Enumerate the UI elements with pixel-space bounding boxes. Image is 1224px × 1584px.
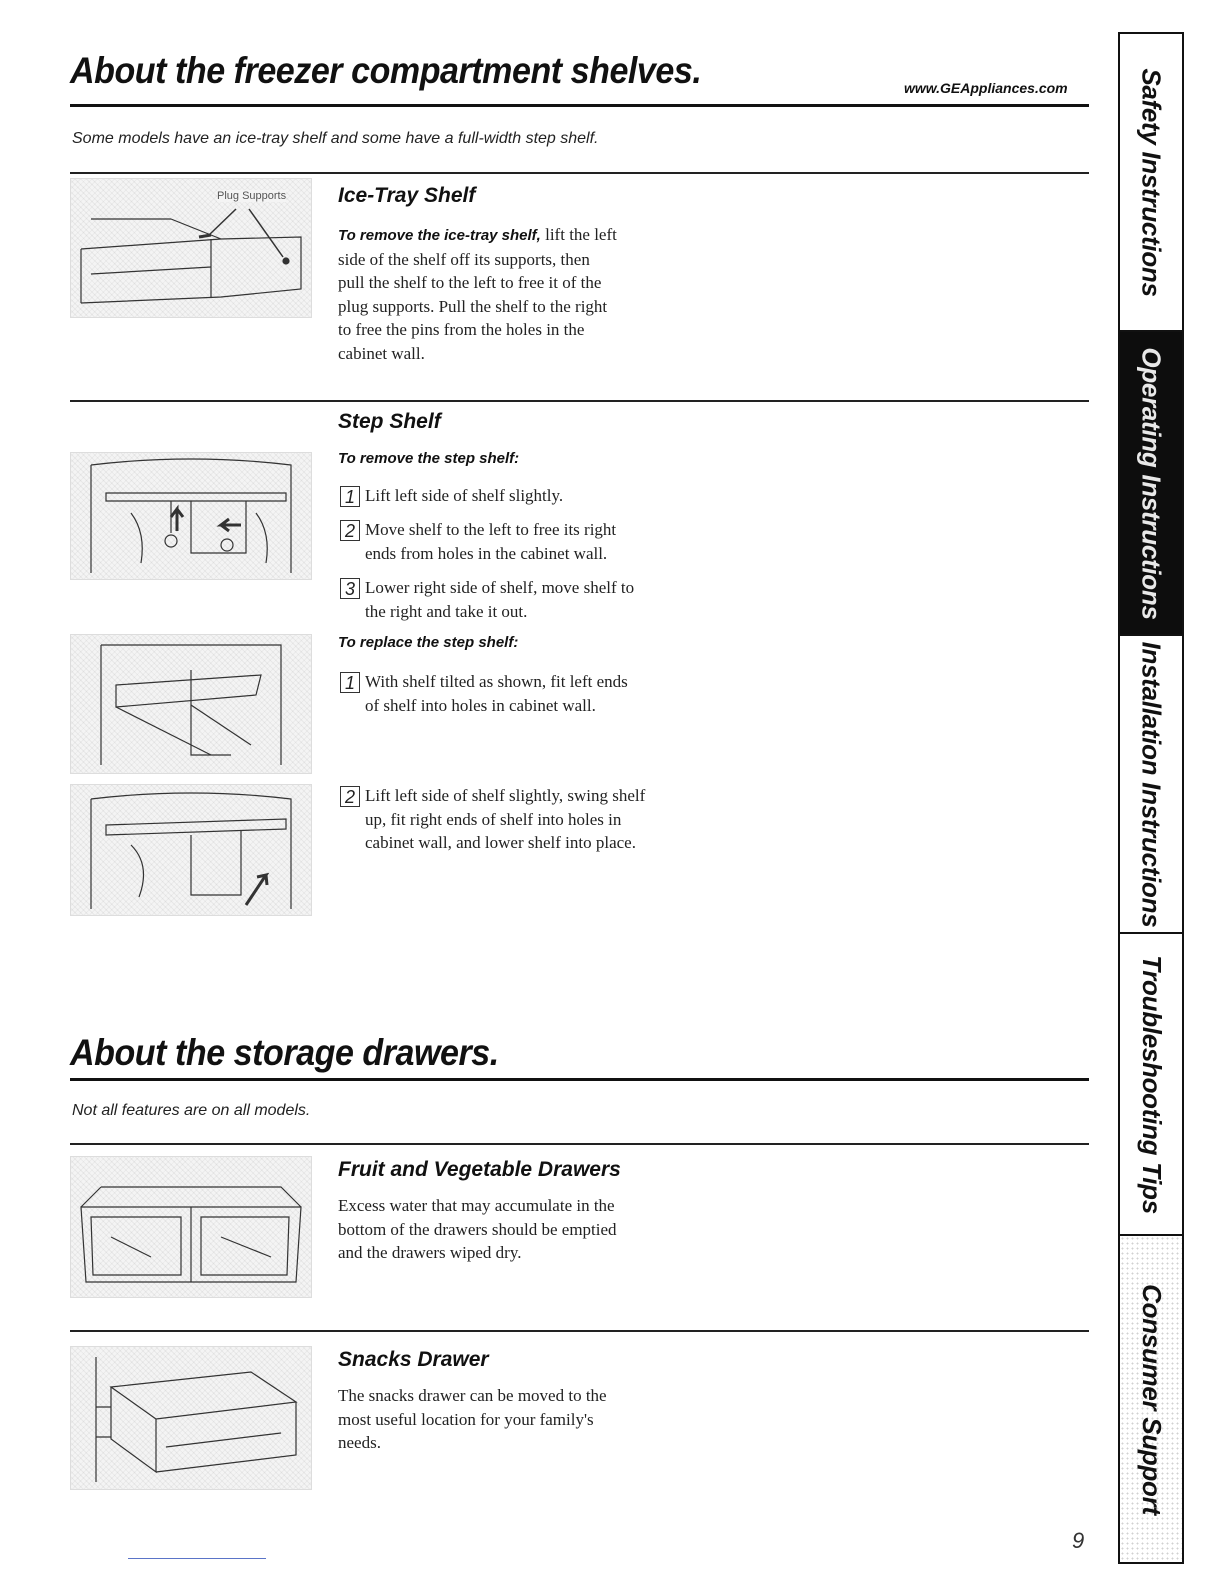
snacks-drawer-illustration — [70, 1346, 312, 1490]
replace-step-2 — [340, 784, 730, 855]
drawers-title: About the storage drawers. — [70, 1032, 499, 1073]
page-number: 9 — [1072, 1528, 1085, 1553]
remove-step-1 — [340, 484, 720, 508]
text-line: cabinet wall. — [338, 343, 425, 363]
text-line: Move shelf to the left to free its right — [365, 520, 617, 539]
drawers-intro: Not all features are on all models. — [72, 1102, 311, 1119]
text-line: most useful location for your family's — [338, 1409, 594, 1429]
plug-supports-label: Plug Supports — [217, 190, 287, 202]
snacks-drawer-text — [338, 1384, 738, 1455]
tab-label: Safety Instructions — [1136, 67, 1167, 297]
fruit-vegetable-drawers-illustration — [70, 1156, 312, 1298]
text-line: ends from holes in the cabinet wall. — [365, 543, 608, 563]
step-number: 2 — [340, 786, 360, 807]
text-line: The snacks drawer can be moved to the — [338, 1386, 607, 1405]
tab-operating-instructions[interactable] — [1120, 332, 1182, 634]
text-line: Excess water that may accumulate in the — [338, 1196, 615, 1215]
text-line: the right and take it out. — [365, 601, 528, 621]
text-line: cabinet wall, and lower shelf into place. — [365, 833, 636, 852]
ice-tray-shelf-heading: Ice-Tray Shelf — [338, 184, 476, 207]
text-line: of shelf into holes in cabinet wall. — [365, 695, 596, 715]
text-line: Lower right side of shelf, move shelf to — [365, 578, 635, 597]
tab-label: Consumer Support — [1136, 1283, 1167, 1515]
ice-tray-lead: To remove the ice-tray shelf, — [338, 227, 541, 244]
title-rule — [70, 104, 1089, 107]
step-number: 1 — [340, 672, 360, 693]
replace-step-1 — [340, 670, 720, 717]
footer-line — [128, 1558, 266, 1559]
replace-step-shelf-tilted-illustration — [70, 634, 312, 774]
snacks-drawer-heading: Snacks Drawer — [338, 1348, 489, 1371]
text-line: Lift left side of shelf slightly. — [365, 486, 564, 505]
step-shelf-heading: Step Shelf — [338, 410, 441, 433]
text-line: up, fit right ends of shelf into holes in — [365, 809, 622, 829]
fruit-vegetable-drawers-heading: Fruit and Vegetable Drawers — [338, 1158, 621, 1181]
remove-step-2 — [340, 518, 720, 565]
fruit-vegetable-drawers-text — [338, 1194, 738, 1265]
page-title: About the freezer compartment shelves. — [70, 50, 702, 91]
replace-step-shelf-heading: To replace the step shelf: — [338, 634, 519, 651]
remove-step-3 — [340, 576, 720, 623]
text-line: needs. — [338, 1433, 381, 1452]
remove-step-shelf-illustration — [70, 452, 312, 580]
step-number: 3 — [340, 578, 360, 599]
text-line: side of the shelf off its supports, then — [338, 249, 590, 269]
text-line: plug supports. Pull the shelf to the right — [338, 296, 608, 316]
tab-consumer-support[interactable] — [1120, 1236, 1182, 1562]
website-link[interactable]: www.GEAppliances.com — [904, 80, 1068, 96]
text-line: lift the left — [545, 225, 617, 244]
drawers-title-rule — [70, 1078, 1089, 1081]
tab-installation-instructions[interactable] — [1120, 636, 1182, 932]
tab-label: Troubleshooting Tips — [1136, 954, 1167, 1214]
text-line: With shelf tilted as shown, fit left ends — [365, 672, 628, 691]
tab-label: Operating Instructions — [1136, 346, 1167, 620]
step-number: 1 — [340, 486, 360, 507]
section-divider — [70, 1143, 1089, 1145]
text-line: bottom of the drawers should be emptied — [338, 1219, 617, 1239]
replace-step-shelf-swing-illustration — [70, 784, 312, 916]
text-line: and the drawers wiped dry. — [338, 1243, 522, 1262]
section-intro: Some models have an ice-tray shelf and some have a full-width step shelf. — [72, 130, 599, 147]
step-number: 2 — [340, 520, 360, 541]
section-divider — [70, 1330, 1089, 1332]
tab-label: Installation Instructions — [1136, 641, 1167, 927]
tab-safety-instructions[interactable] — [1120, 34, 1182, 330]
tab-troubleshooting-tips[interactable] — [1120, 934, 1182, 1234]
section-tabs — [1118, 32, 1184, 1564]
section-divider — [70, 400, 1089, 402]
remove-step-shelf-heading: To remove the step shelf: — [338, 450, 520, 467]
text-line: pull the shelf to the left to free it of the — [338, 273, 602, 292]
section-divider — [70, 172, 1089, 174]
text-line: Lift left side of shelf slightly, swing shelf — [365, 786, 646, 805]
ice-tray-shelf-text — [338, 223, 718, 365]
ice-tray-shelf-illustration — [70, 178, 312, 318]
text-line: to free the pins from the holes in the — [338, 320, 585, 339]
